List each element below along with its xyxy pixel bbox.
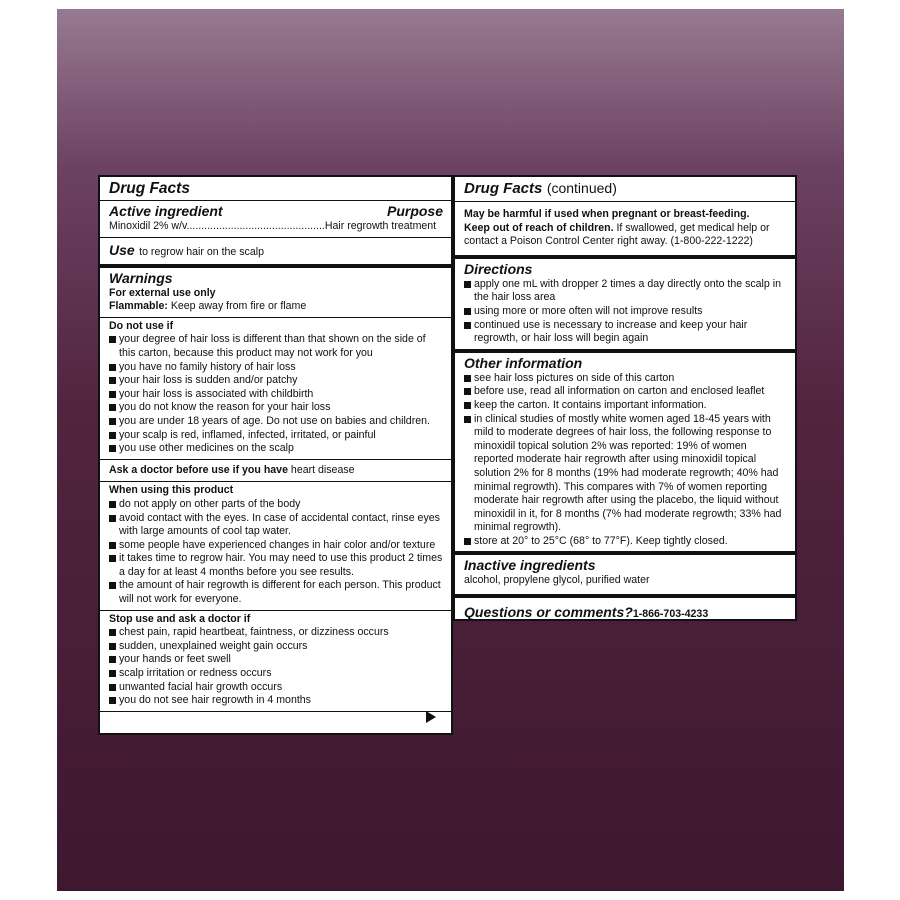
drug-facts-panel-right	[453, 175, 797, 621]
panel-title: Drug Facts	[464, 180, 543, 197]
bullet-icon	[109, 629, 116, 636]
directions-section	[455, 259, 795, 353]
do-not-use-list	[109, 333, 443, 455]
list-item: some people have experienced changes in hair color and/or texture	[109, 539, 443, 553]
list-item: before use, read all information on carton and enclosed leaflet	[464, 385, 787, 399]
bullet-icon	[109, 432, 116, 439]
warnings-section	[100, 268, 451, 318]
other-information-list	[464, 372, 787, 549]
do-not-use-heading: Do not use if	[109, 319, 174, 332]
list-item: scalp irritation or redness occurs	[109, 667, 443, 681]
questions-heading: Questions or comments?	[464, 604, 633, 621]
list-item: you do not see hair regrowth in 4 months	[109, 694, 443, 708]
stop-use-list	[109, 626, 443, 708]
inactive-ingredients-section	[455, 555, 795, 598]
list-item: your degree of hair loss is different than that shown on the side of this carton, because this product may not work for you	[109, 333, 443, 360]
stop-use-heading: Stop use and ask a doctor if	[109, 612, 251, 625]
list-item: avoid contact with the eyes. In case of accidental contact, rinse eyes with large amounts of cool tap water.	[109, 512, 443, 539]
bullet-icon	[109, 515, 116, 522]
bullet-icon	[109, 364, 116, 371]
warnings-heading: Warnings	[109, 269, 173, 286]
bullet-icon	[464, 308, 471, 315]
flammable-label: Flammable:	[109, 300, 168, 313]
list-item: sudden, unexplained weight gain occurs	[109, 640, 443, 654]
purpose-heading: Purpose	[386, 203, 443, 219]
when-using-list	[109, 498, 443, 607]
continue-arrow-icon	[426, 711, 436, 723]
list-item: you use other medicines on the scalp	[109, 442, 443, 456]
bullet-icon	[109, 656, 116, 663]
list-item: chest pain, rapid heartbeat, faintness, or dizziness occurs	[109, 626, 443, 640]
ask-doctor-text: heart disease	[290, 463, 355, 476]
pregnancy-warning-section	[455, 202, 795, 259]
list-item: you have no family history of hair loss	[109, 361, 443, 375]
bullet-icon	[109, 542, 116, 549]
keep-out-text: If swallowed, get medical help or contact a Poison Control Center right away. (1-800-222-1222)	[464, 221, 770, 248]
bullet-icon	[464, 538, 471, 545]
active-ingredient-heading: Active ingredient	[109, 203, 223, 219]
bullet-icon	[109, 445, 116, 452]
bullet-icon	[109, 555, 116, 562]
list-item: it takes time to regrow hair. You may need to use this product 2 times a day for at least 4 months before you see results.	[109, 552, 443, 579]
bullet-icon	[109, 404, 116, 411]
bullet-icon	[464, 402, 471, 409]
when-using-section	[100, 482, 451, 610]
bullet-icon	[109, 501, 116, 508]
bullet-icon	[464, 388, 471, 395]
bullet-icon	[109, 377, 116, 384]
do-not-use-section	[100, 318, 451, 460]
use-text: to regrow hair on the scalp	[139, 245, 264, 258]
active-ingredient-line: Minoxidil 2% w/v...............................................Hair regrowth treatment	[109, 220, 437, 232]
bullet-icon	[109, 670, 116, 677]
list-item: continued use is necessary to increase and keep your hair regrowth, or hair loss will begin again	[464, 319, 787, 346]
when-using-heading: When using this product	[109, 484, 234, 497]
bullet-icon	[464, 416, 471, 423]
bullet-icon	[109, 582, 116, 589]
list-item: keep the carton. It contains important information.	[464, 399, 787, 413]
bullet-icon	[109, 684, 116, 691]
bullet-icon	[109, 697, 116, 704]
bullet-icon	[464, 322, 471, 329]
list-item: unwanted facial hair growth occurs	[109, 681, 443, 695]
questions-section	[455, 598, 795, 625]
list-item: you do not know the reason for your hair loss	[109, 401, 443, 415]
bullet-icon	[109, 336, 116, 343]
flammable-text: Keep away from fire or flame	[170, 300, 307, 313]
continued-label: (continued)	[546, 180, 617, 196]
bullet-icon	[109, 391, 116, 398]
bullet-icon	[109, 643, 116, 650]
bullet-icon	[464, 375, 471, 382]
ask-doctor-label: Ask a doctor before use if you have	[109, 463, 288, 476]
inactive-ingredients-heading: Inactive ingredients	[464, 557, 596, 574]
keep-out-label: Keep out of reach of children.	[464, 221, 614, 234]
title-section	[100, 177, 451, 238]
list-item: in clinical studies of mostly white women aged 18-45 years with mild to moderate degrees of hair loss, the following response to minoxidil topical solution 2% was reported: 19% of women reported moderate hair regrowth after using minoxidil topical solution 2% for 8 months (19% had moderate regrowth; 40% had minimal regrowth). This compares with 7% of women reporting moderate hair regrowth after using the placebo, the liquid without minoxidil in it, for 8 months (7% had moderate regrowth; 33% had minimal regrowth).	[464, 413, 787, 535]
use-heading: Use	[109, 241, 135, 258]
other-information-section	[455, 353, 795, 556]
title-section	[455, 177, 795, 202]
ask-doctor-section	[100, 460, 451, 483]
pregnancy-warning-text: May be harmful if used when pregnant or breast-feeding.	[464, 208, 750, 220]
list-item: your hair loss is sudden and/or patchy	[109, 374, 443, 388]
stop-use-section	[100, 611, 451, 712]
bullet-icon	[464, 281, 471, 288]
use-section	[100, 238, 451, 268]
questions-phone: 1-866-703-4233	[632, 608, 709, 621]
list-item: apply one mL with dropper 2 times a day directly onto the scalp in the hair loss area	[464, 278, 787, 305]
list-item: using more or more often will not improve results	[464, 305, 787, 319]
list-item: your hair loss is associated with childbirth	[109, 388, 443, 402]
list-item: your scalp is red, inflamed, infected, irritated, or painful	[109, 429, 443, 443]
bullet-icon	[109, 418, 116, 425]
list-item: store at 20° to 25°C (68° to 77°F). Keep tightly closed.	[464, 535, 787, 549]
directions-heading: Directions	[464, 260, 533, 277]
drug-facts-panel-left	[98, 175, 453, 735]
list-item: your hands or feet swell	[109, 653, 443, 667]
inactive-ingredients-text: alcohol, propylene glycol, purified water	[464, 574, 650, 587]
other-information-heading: Other information	[464, 354, 583, 371]
list-item: the amount of hair regrowth is different for each person. This product will not work for everyone.	[109, 579, 443, 606]
list-item: you are under 18 years of age. Do not use on babies and children.	[109, 415, 443, 429]
external-use-text: For external use only	[109, 286, 216, 299]
list-item: see hair loss pictures on side of this carton	[464, 372, 787, 386]
directions-list	[464, 278, 787, 346]
list-item: do not apply on other parts of the body	[109, 498, 443, 512]
panel-title: Drug Facts	[109, 180, 190, 197]
